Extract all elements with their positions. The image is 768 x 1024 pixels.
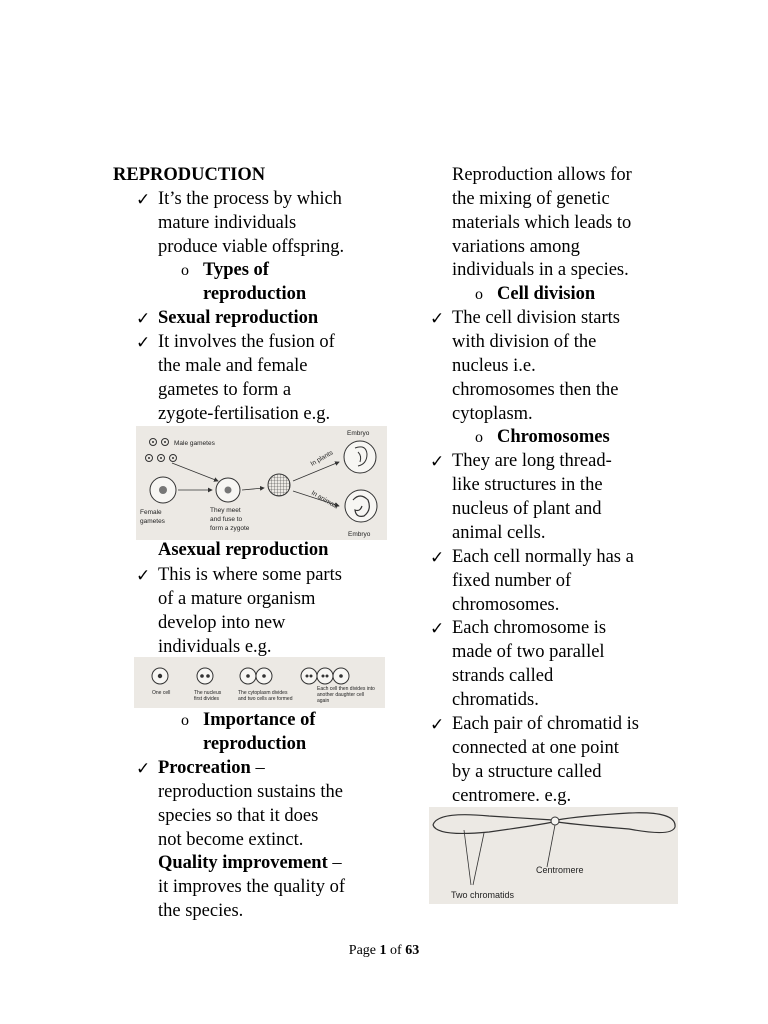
chromatid-strand	[433, 822, 553, 833]
bullet-icon: o	[475, 286, 483, 303]
dividing-daughter-cell	[317, 668, 333, 684]
cell-division-line: with division of the	[452, 332, 597, 352]
checkmark-icon: ✓	[136, 190, 151, 209]
procreation-text: reproduction sustains the	[158, 782, 343, 802]
centromere-dot	[551, 817, 559, 825]
intro-line: Reproduction allows for	[452, 165, 632, 185]
in-plants-label: In plants	[309, 449, 335, 468]
chromosome-line: by a structure called	[452, 762, 602, 782]
asexual-line: develop into new	[158, 613, 286, 633]
chromosome-line: chromosomes.	[452, 595, 560, 615]
bullet-icon: o	[475, 429, 483, 446]
asexual-line: This is where some parts	[158, 565, 342, 585]
dividing-cells	[268, 474, 290, 496]
page-word: Page	[348, 943, 377, 958]
nucleus-divides-label: first divides	[194, 696, 220, 702]
chromosome-line: Each chromosome is	[452, 618, 607, 638]
sexual-line: zygote-fertilisation e.g.	[158, 404, 331, 424]
chromatid-strand	[557, 822, 675, 833]
sexual-reproduction-figure	[136, 426, 387, 540]
chromosome-line: connected at one point	[452, 738, 619, 758]
procreation-text: species so that it does	[158, 806, 319, 826]
procreation-text: not become extinct.	[158, 830, 304, 850]
chromosome-line: made of two parallel	[452, 642, 605, 662]
subheading-types: reproduction	[203, 284, 307, 304]
chromosome-line: Each cell normally has a	[452, 547, 634, 567]
cytoplasm-divides-label: The cytoplasm divides	[238, 690, 288, 696]
checkmark-icon: ✓	[136, 759, 151, 778]
animal-embryo	[345, 490, 377, 522]
each-cell-divides-label: Each cell then divides into	[317, 686, 375, 692]
chromatid-strand	[557, 813, 675, 827]
dividing-daughter-cell	[301, 668, 317, 684]
meet-fuse-label: They meet	[210, 507, 241, 514]
intro-line: materials which leads to	[452, 213, 632, 233]
asexual-reproduction-title: Asexual reproduction	[158, 540, 329, 560]
chromosome-line: animal cells.	[452, 523, 546, 543]
definition-line: produce viable offspring.	[158, 237, 345, 257]
procreation-dash: –	[250, 758, 265, 778]
in-animals-label: In animals	[310, 489, 340, 511]
quality-line	[158, 852, 342, 876]
checkmark-icon: ✓	[430, 548, 445, 567]
one-cell-label: One cell	[152, 690, 171, 696]
sexual-line: the male and female	[158, 356, 308, 376]
asexual-line: of a mature organism	[158, 589, 316, 609]
chromosome-line: nucleus of plant and	[452, 499, 602, 519]
checkmark-icon: ✓	[136, 333, 151, 352]
definition-line: It’s the process by which	[158, 189, 342, 209]
sexual-reproduction-title: Sexual reproduction	[158, 308, 319, 328]
chromatid-strand	[433, 815, 553, 825]
total-pages: 63	[405, 943, 420, 958]
chromosome-line: centromere. e.g.	[452, 786, 572, 806]
checkmark-icon: ✓	[136, 566, 151, 585]
quality-dash: –	[327, 853, 342, 873]
chromosome-line: They are long thread-	[452, 451, 612, 471]
section-heading: REPRODUCTION	[113, 165, 266, 185]
checkmark-icon: ✓	[136, 309, 151, 328]
chromosome-line: strands called	[452, 666, 554, 686]
fertilisation-diagram	[136, 426, 387, 540]
meet-fuse-label: form a zygote	[210, 525, 250, 532]
cell-division-line: The cell division starts	[452, 308, 621, 328]
sexual-line: It involves the fusion of	[158, 332, 335, 352]
bullet-icon: o	[181, 262, 189, 279]
procreation-line	[158, 757, 265, 781]
chromosome-line: like structures in the	[452, 475, 603, 495]
chromosome-diagram	[429, 807, 678, 904]
chromosome-line: Each pair of chromatid is	[452, 714, 639, 734]
sexual-line: gametes to form a	[158, 380, 292, 400]
subheading-importance: reproduction	[203, 734, 307, 754]
embryo-bottom-label: Embryo	[348, 531, 371, 538]
embryo-top-label: Embryo	[347, 430, 370, 437]
cell-division-line: nucleus i.e.	[452, 356, 536, 376]
intro-line: the mixing of genetic	[452, 189, 610, 209]
male-gametes-label: Male gametes	[174, 440, 215, 447]
cell-division-line: chromosomes then the	[452, 380, 619, 400]
checkmark-icon: ✓	[430, 452, 445, 471]
of-word: of	[390, 943, 402, 958]
meet-fuse-label: and fuse to	[210, 516, 243, 523]
subheading-chromosomes: Chromosomes	[497, 427, 610, 447]
bullet-icon: o	[181, 712, 189, 729]
subheading-cell-division: Cell division	[497, 284, 596, 304]
two-chromatids-label: Two chromatids	[451, 890, 515, 900]
plant-embryo	[344, 441, 376, 473]
chromosome-line: chromatids.	[452, 690, 539, 710]
cytoplasm-divides-label: and two cells are formed	[238, 696, 293, 702]
nucleus-dividing-cell	[197, 668, 213, 684]
nucleus-divides-label: The nucleus	[194, 690, 222, 696]
checkmark-icon: ✓	[430, 715, 445, 734]
binary-fission-figure	[134, 657, 385, 708]
cell-division-line: cytoplasm.	[452, 404, 533, 424]
procreation-title: Procreation	[158, 758, 251, 778]
chromosome-line: fixed number of	[452, 571, 572, 591]
each-cell-divides-label: again	[317, 698, 330, 704]
each-cell-divides-label: another daughter cell	[317, 692, 364, 698]
intro-line: variations among	[452, 237, 580, 257]
female-gametes-label: gametes	[140, 518, 165, 525]
asexual-line: individuals e.g.	[158, 637, 272, 657]
definition-line: mature individuals	[158, 213, 297, 233]
checkmark-icon: ✓	[430, 619, 445, 638]
quality-text: it improves the quality of	[158, 877, 346, 897]
page-number: 1	[379, 943, 387, 958]
quality-title: Quality improvement	[158, 853, 328, 873]
subheading-types: Types of	[203, 260, 269, 280]
checkmark-icon: ✓	[430, 309, 445, 328]
centromere-label: Centromere	[536, 865, 584, 875]
page-footer	[0, 943, 768, 959]
female-gametes-label: Female	[140, 509, 162, 516]
intro-line: individuals in a species.	[452, 260, 629, 280]
quality-text: the species.	[158, 901, 244, 921]
subheading-importance: Importance of	[203, 710, 316, 730]
chromosome-figure	[429, 807, 678, 904]
binary-fission-diagram	[134, 657, 385, 708]
